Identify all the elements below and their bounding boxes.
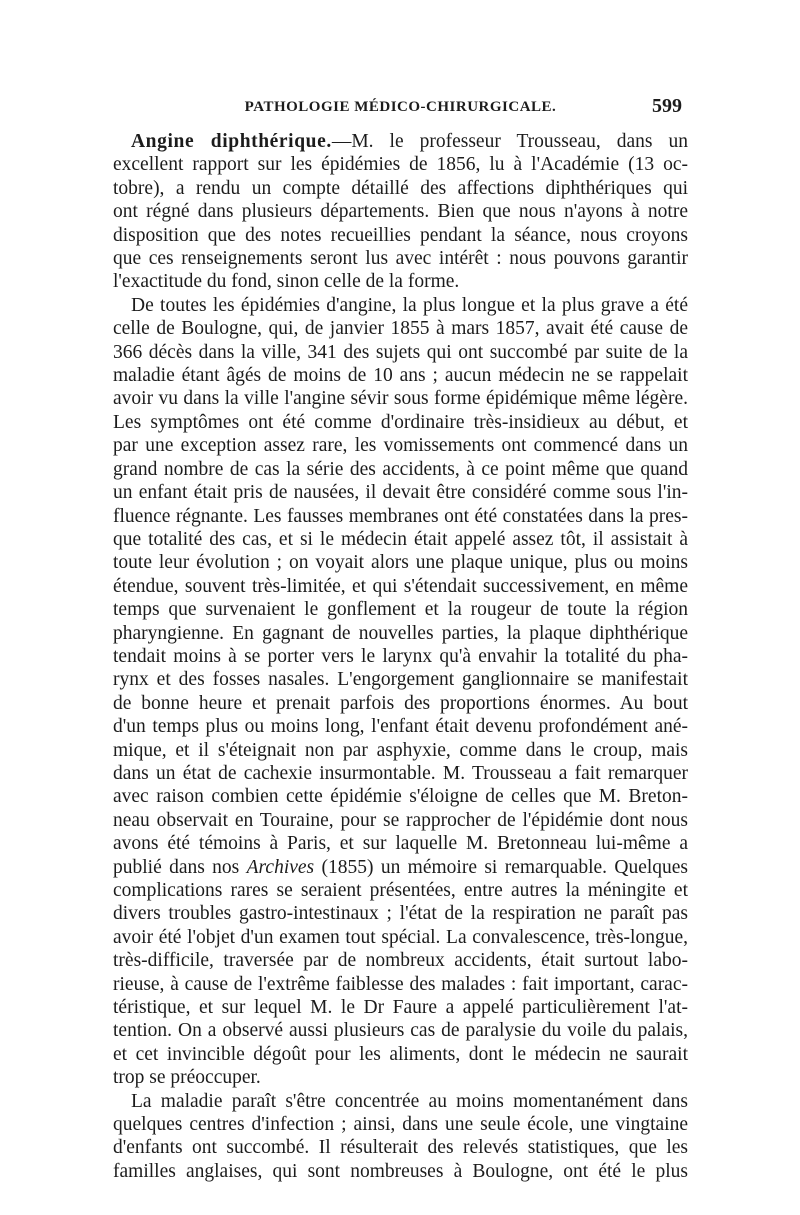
text-line: temps que survenaient le gonflement et la rougeur de toute la région [113, 599, 688, 621]
text-line: d'un temps plus ou moins long, l'enfant était devenu profondément ané- [113, 716, 688, 738]
text-line: Les symptômes ont été comme d'ordinaire très-insidieux au début, et [113, 411, 688, 433]
text-line: neau observait en Touraine, pour se rapprocher de l'épidémie dont nous [113, 809, 688, 831]
text-line: tendait moins à se porter vers le larynx qu'à envahir la totalité du pha- [113, 645, 688, 667]
running-head [113, 95, 688, 125]
text-line: l'exactitude du fond, sinon celle de la forme. [113, 271, 460, 293]
text-line [113, 130, 688, 153]
text-line: avons été témoins à Paris, et sur laquelle M. Bretonneau lui-même a [113, 833, 688, 855]
text-line: un enfant était pris de nausées, il devait être considéré comme sous l'in- [113, 482, 688, 504]
text-line: grand nombre de cas la série des accidents, à ce point même que quand [113, 458, 688, 480]
text-line: complications rares se seraient présentées, entre autres la méningite et [113, 880, 688, 901]
text-line: celle de Boulogne, qui, de janvier 1855 à mars 1857, avait été cause de [113, 318, 688, 340]
text-line: téristique, et sur lequel M. le Dr Faure a appelé particulièrement l'at- [113, 997, 688, 1019]
article-body [113, 130, 688, 1183]
text-line: tention. On a observé aussi plusieurs cas de paralysie du voile du palais, [113, 1020, 688, 1042]
text-line: disposition que des notes recueillies pendant la séance, nous croyons [113, 224, 688, 246]
article-heading: Angine diphthérique. [131, 131, 332, 152]
text-line: quelques centres d'infection ; ainsi, dans une seule école, une vingtaine [113, 1114, 688, 1136]
text-line: 366 décès dans la ville, 341 des sujets qui ont succombé par suite de la [113, 341, 688, 363]
text-line: divers troubles gastro-intestinaux ; l'état de la respiration ne paraît pas [113, 903, 688, 925]
text-line: rynx et des fosses nasales. L'engorgement ganglionnaire se manifestait [113, 669, 688, 691]
text-span: —M. le professeur Trousseau, dans un [331, 131, 688, 152]
text-line: avoir vu dans la ville l'angine sévir sous forme épidémique même légère. [113, 388, 688, 410]
text-line: toute leur évolution ; on voyait alors une plaque unique, plus ou moins [113, 552, 688, 574]
text-line: par une exception assez rare, les vomissements ont commencé dans un [113, 435, 688, 457]
text-line: tobre), a rendu un compte détaillé des affections diphthériques qui [113, 177, 688, 199]
text-line: excellent rapport sur les épidémies de 1856, lu à l'Académie (13 oc- [113, 154, 688, 176]
text-line: La maladie paraît s'être concentrée au moins momentanément dans [131, 1090, 688, 1112]
text-line: mique, et il s'éteignait non par asphyxie, comme dans le croup, mais [113, 739, 688, 761]
text-line: ont régné dans plusieurs départements. Bien que nous n'ayons à notre [113, 201, 688, 223]
text-line [113, 856, 688, 879]
text-line: d'enfants ont succombé. Il résulterait des relevés statistiques, que les [113, 1137, 688, 1159]
text-line: maladie étant âgés de moins de 10 ans ; aucun médecin ne se rappelait [113, 365, 688, 387]
text-line: que totalité des cas, et si le médecin était appelé assez tôt, il assistait à [113, 528, 688, 550]
text-line: avec raison combien cette épidémie s'éloigne de celles que M. Breton- [113, 786, 688, 808]
text-line: trop se préoccuper. [113, 1067, 261, 1089]
text-line: très-difficile, traversée par de nombreux accidents, était surtout labo- [113, 950, 688, 972]
text-line: pharyngienne. En gagnant de nouvelles parties, la plaque diphthérique [113, 622, 688, 644]
text-line: de bonne heure et prenait parfois des proportions énormes. Au bout [113, 692, 688, 714]
journal-title: Archives [246, 856, 315, 878]
page-number: 599 [652, 95, 682, 117]
text-span: publié dans nos [113, 856, 240, 878]
text-line: dans un état de cachexie insurmontable. M. Trousseau a fait remarquer [113, 762, 688, 784]
text-line: et cet invincible dégoût pour les aliments, dont le médecin ne saurait [113, 1043, 688, 1065]
text-line: familles anglaises, qui sont nombreuses à Boulogne, ont été le plus [113, 1160, 688, 1182]
text-line: rieuse, à cause de l'extrême faiblesse des malades : fait important, carac- [113, 973, 688, 995]
text-span: (1855) un mémoire si remarquable. Quelques [321, 856, 689, 878]
text-line: que ces renseignements seront lus avec intérêt : nous pouvons garantir [113, 248, 688, 270]
text-line: De toutes les épidémies d'angine, la plus longue et la plus grave a été [131, 294, 688, 316]
text-line: étendue, souvent très-limitée, et qui s'étendait successivement, en même [113, 575, 688, 597]
text-line: avoir été l'objet d'un examen tout spécial. La convalescence, très-longue, [113, 926, 688, 948]
running-title: PATHOLOGIE MÉDICO-CHIRURGICALE. [244, 99, 557, 115]
text-line: fluence régnante. Les fausses membranes ont été constatées dans la pres- [113, 505, 688, 527]
